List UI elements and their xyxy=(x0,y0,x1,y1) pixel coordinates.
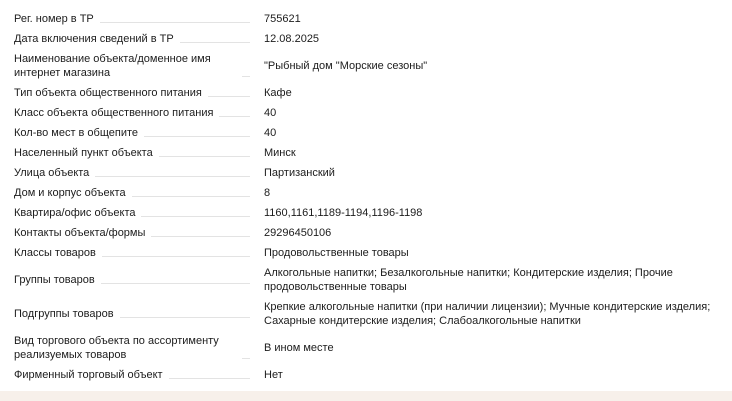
leader-line xyxy=(151,236,250,237)
field-label: Рег. номер в ТР xyxy=(14,13,94,25)
field-label: Населенный пункт объекта xyxy=(14,147,153,159)
leader-line xyxy=(100,22,250,23)
field-row xyxy=(14,183,718,203)
leader-line xyxy=(159,156,250,157)
field-label: Группы товаров xyxy=(14,274,95,286)
field-label-cell xyxy=(14,246,254,260)
field-label-cell xyxy=(14,106,254,120)
field-label: Классы товаров xyxy=(14,247,96,259)
field-row xyxy=(14,297,718,331)
field-label: Кол-во мест в общепите xyxy=(14,127,139,139)
field-row xyxy=(14,123,718,143)
field-label: Дом и корпус объекта xyxy=(14,187,126,199)
field-value: 12.08.2025 xyxy=(264,33,320,45)
field-row xyxy=(14,29,718,49)
field-value: Продовольственные товары xyxy=(264,247,409,259)
field-label: Класс объекта общественного питания xyxy=(14,107,214,119)
leader-line xyxy=(219,116,250,117)
field-label-cell xyxy=(14,12,254,26)
field-value: 755621 xyxy=(264,13,301,25)
field-label: Подгруппы товаров xyxy=(14,308,114,320)
field-label: Фирменный торговый объект xyxy=(14,369,163,381)
field-label-cell xyxy=(14,52,254,80)
field-value: Партизанский xyxy=(264,167,335,179)
field-label: Квартира/офис объекта xyxy=(14,207,136,219)
field-row xyxy=(14,163,718,183)
leader-line xyxy=(144,136,250,137)
field-label: Контакты объекта/формы xyxy=(14,227,146,239)
field-label-cell xyxy=(14,86,254,100)
field-value: Кафе xyxy=(264,87,292,99)
leader-line xyxy=(169,378,250,379)
field-row xyxy=(14,49,718,83)
field-value: Нет xyxy=(264,369,283,381)
field-row xyxy=(14,83,718,103)
leader-line xyxy=(101,283,250,284)
field-label-cell xyxy=(14,166,254,180)
field-value: В ином месте xyxy=(264,342,334,354)
field-row xyxy=(14,243,718,263)
field-label: Наименование объекта/доменное имя интернет магазина xyxy=(14,53,211,79)
leader-line xyxy=(95,176,250,177)
field-value: 40 xyxy=(264,127,277,139)
field-value: 1160,1161,1189-1194,1196-1198 xyxy=(264,207,423,219)
footer-bar xyxy=(0,391,732,401)
field-row xyxy=(14,143,718,163)
leader-line xyxy=(132,196,250,197)
leader-line xyxy=(208,96,250,97)
field-value: "Рыбный дом "Морские сезоны" xyxy=(264,60,428,72)
field-row xyxy=(14,223,718,243)
field-value: 8 xyxy=(264,187,271,199)
field-label-cell xyxy=(14,126,254,140)
leader-line xyxy=(102,256,250,257)
field-label: Дата включения сведений в ТР xyxy=(14,33,174,45)
field-row xyxy=(14,331,718,365)
field-label: Тип объекта общественного питания xyxy=(14,87,202,99)
field-label-cell xyxy=(14,226,254,240)
field-label: Вид торгового объекта по ассортименту реализуемых товаров xyxy=(14,335,219,361)
field-row xyxy=(14,365,718,385)
field-label: Улица объекта xyxy=(14,167,90,179)
field-row xyxy=(14,203,718,223)
field-label-cell xyxy=(14,32,254,46)
field-label-cell xyxy=(14,206,254,220)
leader-line xyxy=(120,317,250,318)
field-row xyxy=(14,9,718,29)
field-value: Алкогольные напитки; Безалкогольные напитки; Кондитерские изделия; Прочие продовольственные товары xyxy=(264,267,673,293)
field-row xyxy=(14,103,718,123)
field-label-cell xyxy=(14,307,254,321)
field-value: Крепкие алкогольные напитки (при наличии лицензии); Мучные кондитерские изделия; Сахарные кондитерские изделия; Слабоалкогольные напитки xyxy=(264,301,711,327)
field-value: 29296450106 xyxy=(264,227,332,239)
field-value: Минск xyxy=(264,147,296,159)
leader-line xyxy=(180,42,250,43)
field-label-cell xyxy=(14,186,254,200)
leader-line xyxy=(242,76,250,77)
leader-line xyxy=(141,216,250,217)
field-label-cell xyxy=(14,334,254,362)
field-label-cell xyxy=(14,146,254,160)
field-value: 40 xyxy=(264,107,277,119)
field-row xyxy=(14,263,718,297)
leader-line xyxy=(242,358,250,359)
field-label-cell xyxy=(14,273,254,287)
field-label-cell xyxy=(14,368,254,382)
